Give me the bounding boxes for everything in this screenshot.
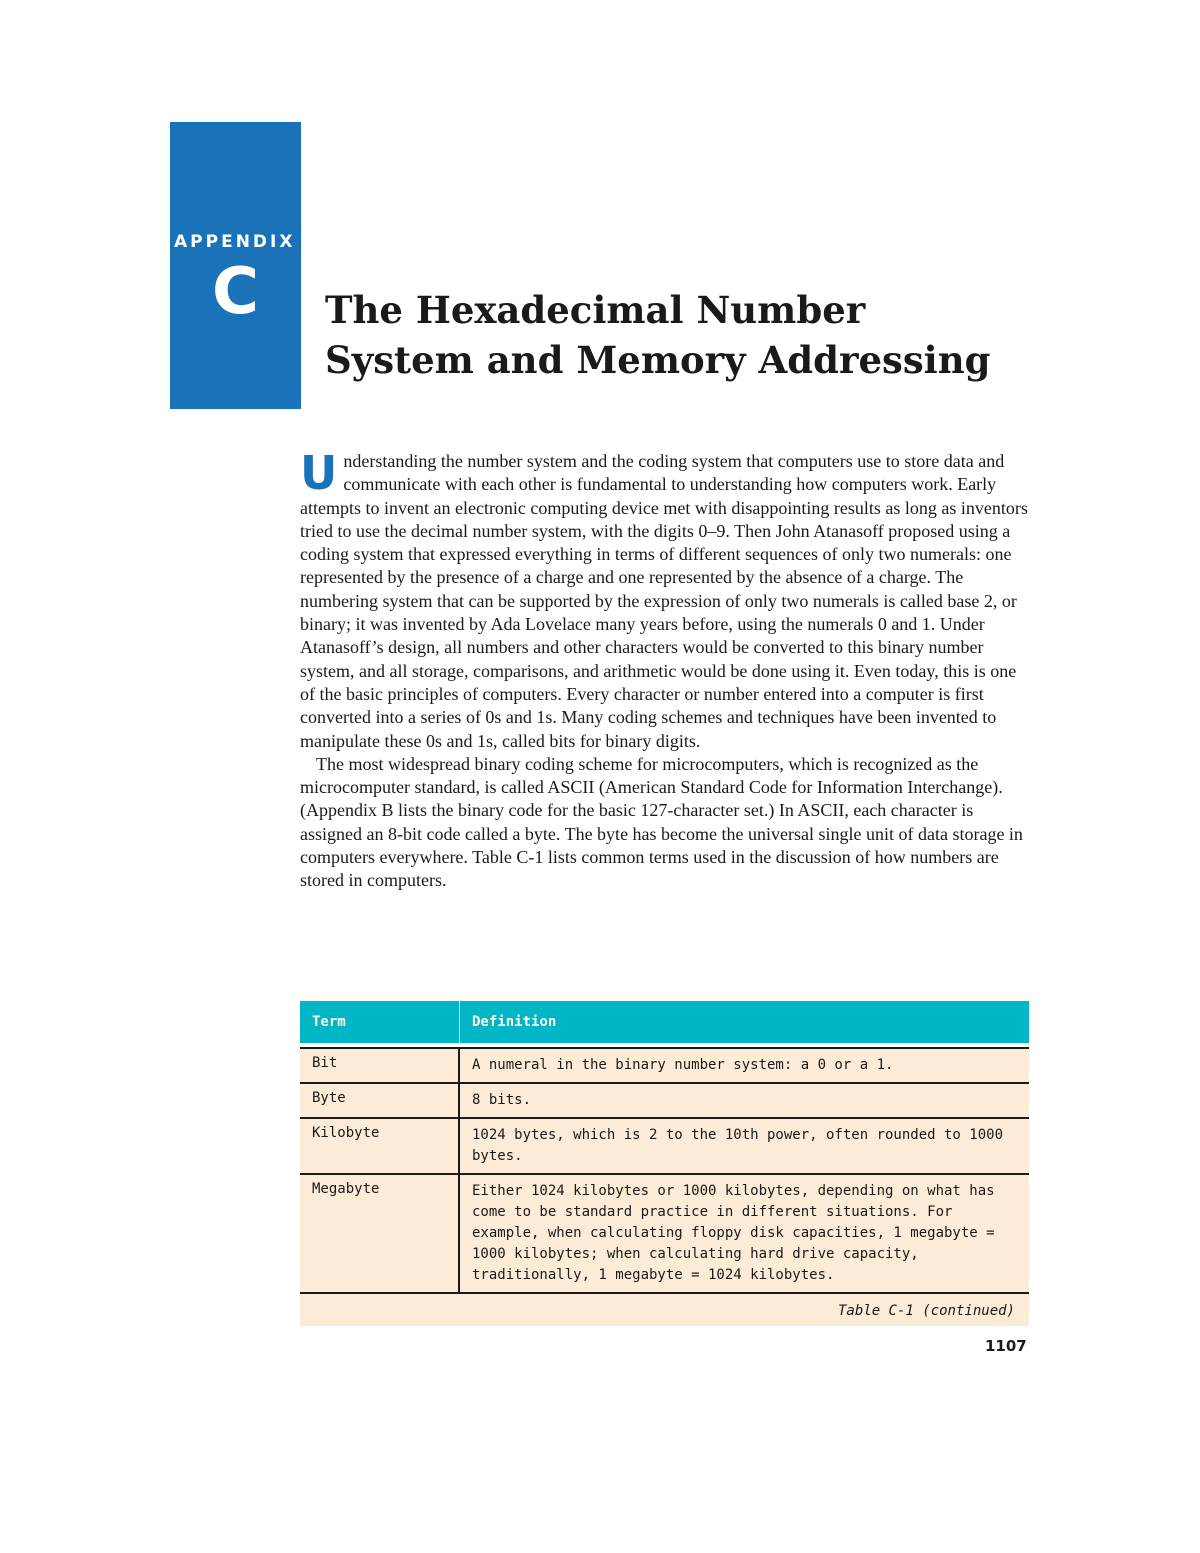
chapter-title-line-1: The Hexadecimal Number [325,288,866,332]
table-row [300,1173,1029,1292]
term-cell: Megabyte [300,1175,460,1292]
appendix-letter: C [212,255,259,329]
term-cell: Kilobyte [300,1119,460,1173]
table-row [300,1082,1029,1117]
paragraph-2: The most widespread binary coding scheme for microcomputers, which is recognized as the microcomputer standard, is called ASCII (American Standard Code for Information Interchange). (Appendix B lists the binary code for the basic 127-character set.) In ASCII, each character is assigned an 8-bit code called a byte. The byte has become the universal single unit of data storage in computers everywhere. Table C-1 lists common terms used in the discussion of how numbers are stored in computers. [300,753,1023,891]
chapter-title [325,285,1045,385]
drop-cap: U [300,446,338,500]
appendix-label: APPENDIX [174,232,296,252]
definition-cell: 8 bits. [472,1092,532,1108]
table-footer [300,1292,1029,1326]
paragraph-1-text: nderstanding the number system and the coding system that computers use to store data and communicate with each other is fundamental to understanding how computers work. Early attempts to invent an electronic computing device met with disappointing results as long as inventors tried to use the decimal number system, with the digits 0–9. Then John Atanasoff proposed using a coding system that expressed everything in terms of different sequences of only two numerals: one represented by the presence of a charge and one represented by the absence of a charge. The numbering system that can be supported by the expression of only two numerals is called base 2, or binary; it was invented by Ada Lovelace many years before, using the numerals 0 and 1. Under Atanasoff’s design, all numbers and other characters would be converted to this binary number system, and all storage, comparisons, and arithmetic would be done using it. Even today, this is one of the basic principles of computers. Every character or number entered into a computer is first converted into a series of 0s and 1s. Many coding schemes and techniques have been invented to manipulate these 0s and 1s, called bits for binary digits. [300,451,1028,751]
definition-cell: Either 1024 kilobytes or 1000 kilobytes, depending on what has come to be standard practice in different situations. For example, when calculating floppy disk capacities, 1 megabyte = 1000 kilobytes; when calculating hard drive capacity, traditionally, 1 megabyte = 1024 kilobytes. [472,1183,995,1283]
header-definition: Definition [472,1014,557,1030]
header-term: Term [300,1001,460,1043]
appendix-badge [170,122,301,409]
page-number: 1107 [985,1337,1027,1355]
terms-table [300,1001,1029,1326]
table-header [300,1001,1029,1043]
definition-cell: A numeral in the binary number system: a 0 or a 1. [472,1057,894,1073]
table-row [300,1117,1029,1173]
term-cell: Bit [300,1049,460,1082]
term-cell: Byte [300,1084,460,1117]
table-row [300,1047,1029,1082]
body-text [300,446,1030,893]
definition-cell: 1024 bytes, which is 2 to the 10th power, often rounded to 1000 bytes. [472,1127,1004,1164]
table-caption: Table C-1 (continued) [837,1303,1015,1319]
chapter-title-line-2: System and Memory Addressing [325,338,991,382]
paragraph-1 [300,446,1030,753]
